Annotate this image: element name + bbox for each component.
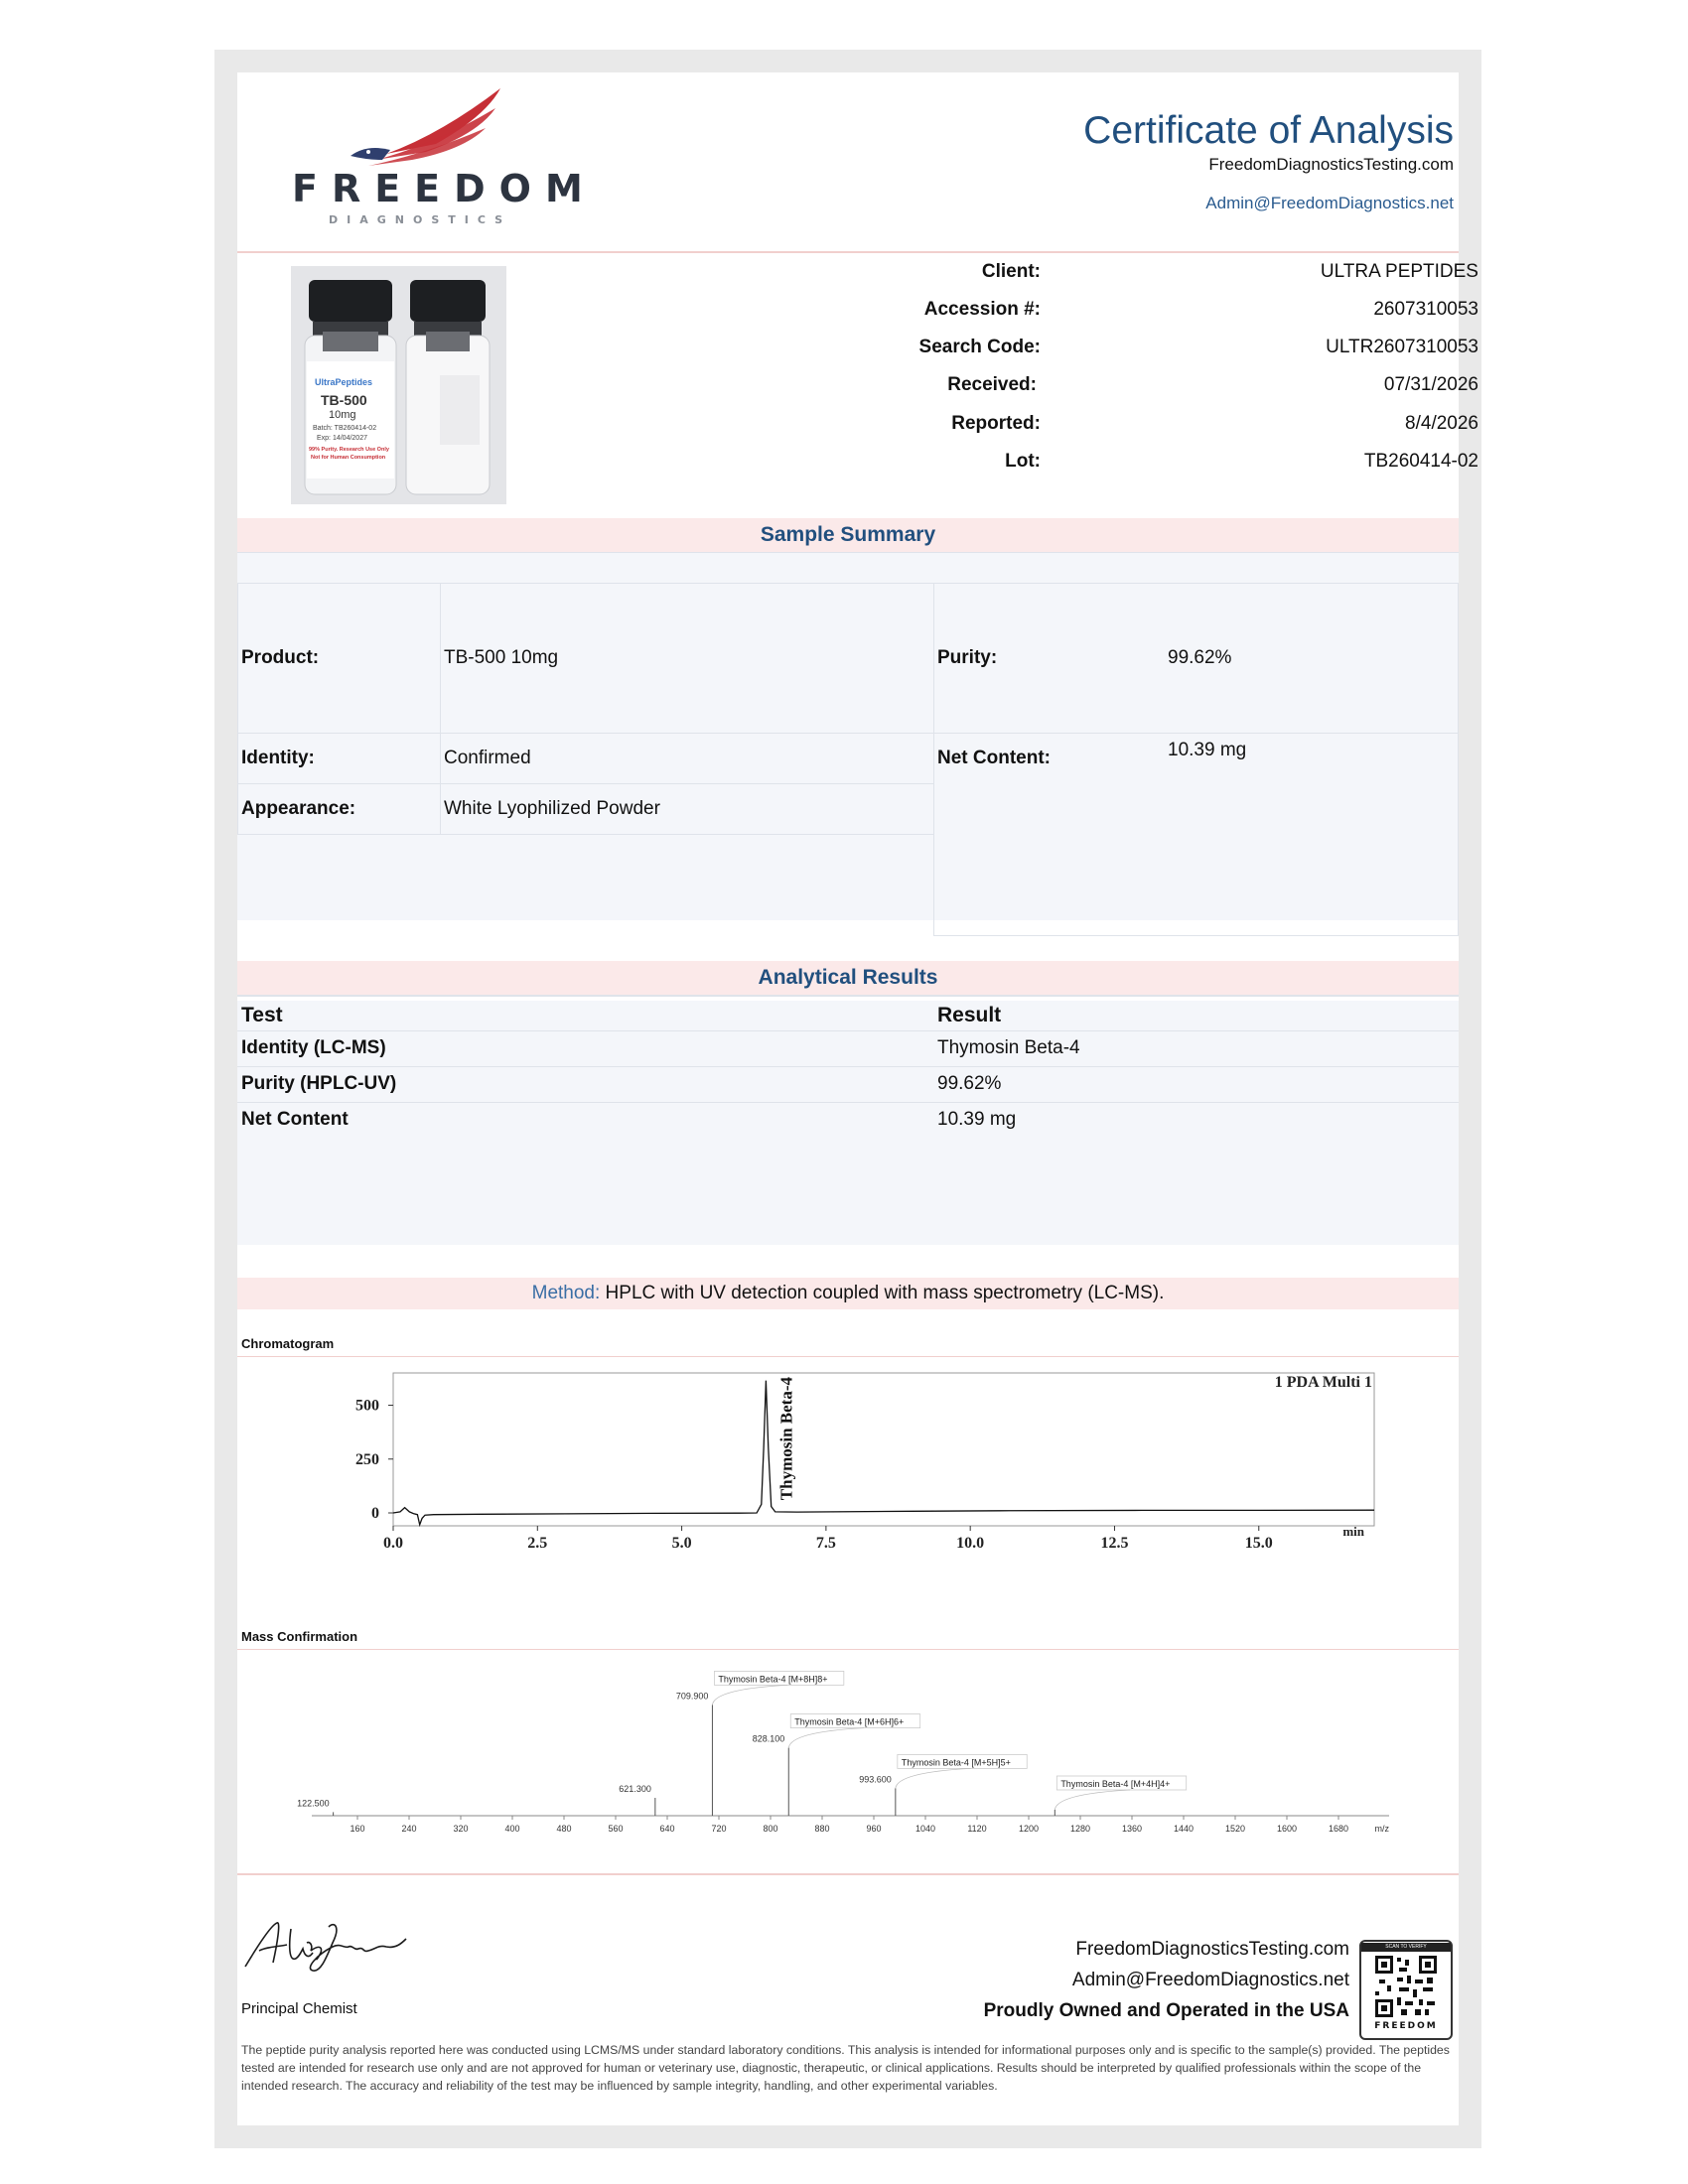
x-tick-label: 2.5 <box>527 1535 548 1552</box>
y-tick-label: 250 <box>355 1450 379 1468</box>
appearance-label: Appearance: <box>241 798 356 819</box>
mz-tick-label: 560 <box>608 1824 624 1834</box>
mz-tick-label: 960 <box>866 1824 882 1834</box>
purity-value: 99.62% <box>1168 647 1232 668</box>
mz-tick-label: 1600 <box>1276 1824 1298 1834</box>
lot-label: Lot: <box>1005 451 1041 472</box>
x-tick-label: 10.0 <box>956 1535 985 1552</box>
lot-row <box>615 451 1590 488</box>
x-tick-label: 5.0 <box>671 1535 692 1552</box>
disclaimer-text: The peptide purity analysis reported here was conducted using LCMS/MS under standard laboratory conditions. This analysis is intended for informational purposes only and is specific to the sample(s) provided. The peptides tested are intended for research use only and are not approved for human or veterinary use, diagnostic, therapeutic, or clinical applications. Results should be interpreted by qualified professionals within the scope of the intended research. The accuracy and reliability of the test may be influenced by sample integrity, handling, and other experimental variables. <box>241 2043 1450 2093</box>
analytical-results-title: Analytical Results <box>758 966 938 989</box>
x-tick-label: 7.5 <box>815 1535 836 1552</box>
reported-label: Reported: <box>951 413 1041 434</box>
reported-row <box>615 413 1590 451</box>
mz-tick-label: 880 <box>814 1824 830 1834</box>
test-name: Identity (LC-MS) <box>241 1037 386 1058</box>
chromatogram-plot-area <box>393 1373 1374 1526</box>
mz-tick-label: 400 <box>504 1824 520 1834</box>
identity-value: Confirmed <box>444 748 531 768</box>
footer-email[interactable]: Admin@FreedomDiagnostics.net <box>1071 1970 1349 1990</box>
result-column-header: Result <box>937 1004 1002 1026</box>
qr-caption: SCAN TO VERIFY <box>1361 1943 1451 1952</box>
chromatogram-heading: Chromatogram <box>241 1336 335 1351</box>
document-title: Certificate of Analysis <box>1083 109 1454 152</box>
mz-tick-label: 1280 <box>1069 1824 1091 1834</box>
received-row <box>615 374 1590 412</box>
peak-mz-label: 709.900 <box>675 1691 709 1702</box>
mz-tick-label: 240 <box>401 1824 417 1834</box>
test-result: 99.62% <box>937 1073 1002 1094</box>
net-content-value: 10.39 mg <box>1168 740 1247 760</box>
verify-qr-code[interactable] <box>1359 1940 1453 2040</box>
test-result: 10.39 mg <box>937 1109 1017 1130</box>
qr-code-icon <box>1375 1956 1437 2017</box>
mass-spectrum-chart <box>237 1661 1459 1840</box>
lot-value: TB260414-02 <box>1363 451 1478 472</box>
y-tick-label: 0 <box>371 1504 379 1522</box>
product-value: TB-500 10mg <box>444 647 559 668</box>
signer-title: Principal Chemist <box>241 2000 357 2017</box>
client-label: Client: <box>981 261 1041 282</box>
vial-batch: Batch: TB260414-02 <box>313 425 377 432</box>
reported-value: 8/4/2026 <box>1405 413 1478 434</box>
table-row <box>237 1067 1459 1103</box>
series-label: 1 PDA Multi 1 <box>1274 1374 1372 1391</box>
vial-brand: UltraPeptides <box>315 377 373 387</box>
mz-tick-label: 1520 <box>1224 1824 1246 1834</box>
sample-summary-table <box>237 553 1459 920</box>
header-website[interactable]: FreedomDiagnosticsTesting.com <box>1208 155 1454 174</box>
received-label: Received: <box>947 374 1037 395</box>
mz-tick-label: 320 <box>453 1824 469 1834</box>
analytical-header-row <box>237 1001 1459 1031</box>
analytical-results-bar <box>237 961 1459 997</box>
mz-tick-label: 1680 <box>1328 1824 1349 1834</box>
method-label: Method: <box>531 1283 601 1303</box>
test-name: Net Content <box>241 1109 349 1130</box>
vial-note-1: 99% Purity. Research Use Only <box>309 447 389 453</box>
accession-label: Accession #: <box>923 299 1041 320</box>
mz-tick-label: 640 <box>659 1824 675 1834</box>
x-tick-label: 15.0 <box>1244 1535 1273 1552</box>
peak-mz-label: 621.300 <box>619 1784 651 1794</box>
method-bar <box>237 1278 1459 1309</box>
peak-mz-label: 993.600 <box>859 1774 892 1785</box>
product-vial-photo <box>291 266 506 504</box>
mz-unit-label: m/z <box>1374 1824 1389 1834</box>
test-name: Purity (HPLC-UV) <box>241 1073 397 1094</box>
search-code-value: ULTR2607310053 <box>1326 337 1478 357</box>
identity-label: Identity: <box>241 748 315 768</box>
vial-exp: Exp: 14/04/2027 <box>317 435 367 442</box>
qr-brand: FREEDOM <box>1374 2021 1438 2031</box>
chromatogram-chart <box>237 1361 1459 1565</box>
footer-website[interactable]: FreedomDiagnosticsTesting.com <box>1075 1939 1349 1960</box>
peak-mz-label: 828.100 <box>752 1733 785 1744</box>
product-label: Product: <box>241 647 320 668</box>
mz-tick-label: 480 <box>556 1824 572 1834</box>
mz-tick-label: 1040 <box>914 1824 936 1834</box>
header-divider <box>237 251 1459 253</box>
mz-tick-label: 720 <box>711 1824 727 1834</box>
annotation-leader <box>712 1685 787 1705</box>
signature-image <box>237 1917 411 1975</box>
search-code-label: Search Code: <box>918 337 1041 357</box>
header-email[interactable]: Admin@FreedomDiagnostics.net <box>1205 194 1454 212</box>
search-code-row <box>615 337 1590 374</box>
accession-row <box>615 299 1590 337</box>
certificate-page <box>237 72 1478 2125</box>
peak-annotation: Thymosin Beta-4 [M+6H]6+ <box>794 1716 905 1727</box>
sample-summary-title: Sample Summary <box>760 523 936 546</box>
mz-tick-label: 1120 <box>967 1824 987 1834</box>
net-content-label: Net Content: <box>937 748 1051 768</box>
mz-tick-label: 1440 <box>1173 1824 1195 1834</box>
appearance-value: White Lyophilized Powder <box>444 798 660 819</box>
peak-label: Thymosin Beta-4 <box>776 1377 796 1501</box>
brand-name: FREEDOM <box>292 167 597 210</box>
mz-tick-label: 1200 <box>1018 1824 1040 1834</box>
method-text: HPLC with UV detection coupled with mass spectrometry (LC-MS). <box>600 1283 1165 1303</box>
annotation-leader <box>788 1728 864 1748</box>
x-unit-label: min <box>1342 1524 1364 1539</box>
footer-tagline: Proudly Owned and Operated in the USA <box>983 2000 1349 2021</box>
accession-value: 2607310053 <box>1373 299 1478 320</box>
sample-summary-bar <box>237 518 1459 554</box>
x-tick-label: 0.0 <box>383 1535 403 1552</box>
mz-tick-label: 160 <box>350 1824 365 1834</box>
x-tick-label: 12.5 <box>1100 1535 1129 1552</box>
annotation-leader <box>1055 1790 1130 1810</box>
test-column-header: Test <box>241 1004 283 1026</box>
y-tick-label: 500 <box>355 1397 379 1415</box>
test-result: Thymosin Beta-4 <box>937 1037 1080 1058</box>
analytical-results-table <box>237 1001 1459 1245</box>
purity-label: Purity: <box>937 647 998 668</box>
received-value: 07/31/2026 <box>1383 374 1478 395</box>
peak-mz-label: 122.500 <box>297 1798 330 1809</box>
footer-divider <box>237 1873 1459 1875</box>
peak-annotation: Thymosin Beta-4 [M+5H]5+ <box>901 1757 1011 1768</box>
client-row <box>615 261 1590 299</box>
freedom-logo-icon <box>347 86 515 166</box>
peak-annotation: Thymosin Beta-4 [M+8H]8+ <box>718 1674 828 1685</box>
vial-product: TB-500 <box>321 392 367 408</box>
peak-annotation: Thymosin Beta-4 [M+4H]4+ <box>1060 1779 1171 1789</box>
table-row <box>237 1103 1459 1138</box>
vial-dose: 10mg <box>329 409 356 421</box>
client-value: ULTRA PEPTIDES <box>1320 261 1478 282</box>
table-row <box>237 1031 1459 1067</box>
vial-note-2: Not for Human Consumption <box>311 455 386 461</box>
brand-subtitle: DIAGNOSTICS <box>329 213 512 226</box>
mass-confirmation-heading: Mass Confirmation <box>241 1629 358 1644</box>
mz-tick-label: 800 <box>763 1824 778 1834</box>
annotation-leader <box>896 1768 971 1788</box>
mz-tick-label: 1360 <box>1121 1824 1143 1834</box>
